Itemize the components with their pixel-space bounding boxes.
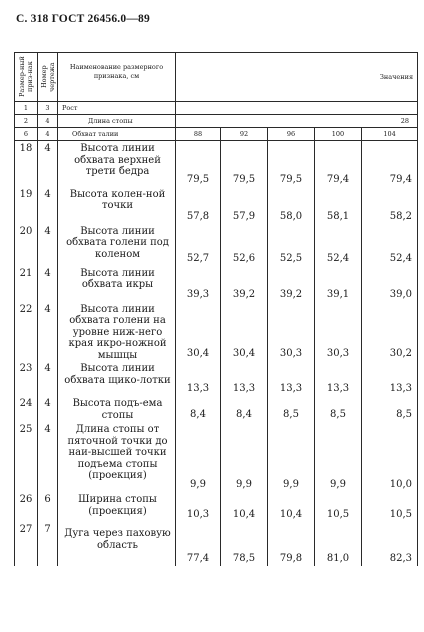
value-cell: 57,8 [176, 187, 221, 224]
figure-number: 4 [38, 361, 58, 396]
size-cell: 92 [221, 128, 268, 141]
row-number: 25 [15, 422, 38, 492]
value-cell: 79,4 [362, 141, 418, 187]
figure-number: 4 [38, 187, 58, 224]
table-row [15, 396, 418, 422]
value-cell: 9,9 [315, 422, 362, 492]
row-number: 23 [15, 361, 38, 396]
waist-row [15, 128, 418, 141]
value-cell: 78,5 [221, 522, 268, 566]
value-cell: 30,3 [268, 302, 315, 362]
col-header-figure-no: Номер чертежа [38, 53, 58, 102]
row-name: Длина стопы от пяточной точки до наи-высшей точки подъема стопы (проекция) [58, 422, 176, 492]
cell: Длина стопы [58, 115, 176, 128]
value-cell: 79,5 [176, 141, 221, 187]
value-cell: 8,5 [315, 396, 362, 422]
measurements-table [14, 52, 418, 566]
cell: 4 [38, 115, 58, 128]
value-cell: 10,0 [362, 422, 418, 492]
row-name: Дуга через паховую область [58, 522, 176, 566]
value-cell: 79,5 [268, 141, 315, 187]
cell: 2 [15, 115, 38, 128]
cell: Рост [58, 102, 176, 115]
row-name: Высота линии обхвата верхней трети бедра [58, 141, 176, 187]
row-number: 26 [15, 492, 38, 522]
figure-number: 4 [38, 141, 58, 187]
foot-length-row [15, 115, 418, 128]
value-cell: 8,4 [176, 396, 221, 422]
col-header-size-sign: Размер-ный приз-нак [15, 53, 38, 102]
value-cell: 52,5 [268, 224, 315, 266]
value-cell: 10,4 [268, 492, 315, 522]
value-cell: 39,3 [176, 266, 221, 302]
value-cell: 13,3 [176, 361, 221, 396]
figure-number: 4 [38, 224, 58, 266]
table-row [15, 266, 418, 302]
value-cell: 79,5 [221, 141, 268, 187]
page-header: С. 318 ГОСТ 26456.0—89 [16, 13, 150, 25]
value-cell: 39,2 [268, 266, 315, 302]
size-cell: 88 [176, 128, 221, 141]
figure-number: 4 [38, 396, 58, 422]
row-name: Высота линии обхвата икры [58, 266, 176, 302]
value-cell: 9,9 [176, 422, 221, 492]
cell: 28 [176, 115, 418, 128]
value-cell: 52,4 [315, 224, 362, 266]
header-row [15, 53, 418, 102]
value-cell: 57,9 [221, 187, 268, 224]
value-cell: 58,1 [315, 187, 362, 224]
table-row [15, 422, 418, 492]
value-cell: 10,5 [315, 492, 362, 522]
table-row [15, 187, 418, 224]
table-row [15, 224, 418, 266]
table-row [15, 522, 418, 566]
value-cell: 10,5 [362, 492, 418, 522]
value-cell: 39,0 [362, 266, 418, 302]
row-name: Высота колен-ной точки [58, 187, 176, 224]
table-row [15, 492, 418, 522]
value-cell: 58,0 [268, 187, 315, 224]
value-cell: 39,1 [315, 266, 362, 302]
cell-empty [176, 102, 418, 115]
value-cell: 9,9 [268, 422, 315, 492]
value-cell: 30,2 [362, 302, 418, 362]
value-cell: 10,3 [176, 492, 221, 522]
row-name: Высота линии обхвата голени на уровне ниж-него края икро-ножной мышцы [58, 302, 176, 362]
cell: 6 [15, 128, 38, 141]
value-cell: 9,9 [221, 422, 268, 492]
value-cell: 30,3 [315, 302, 362, 362]
value-cell: 52,7 [176, 224, 221, 266]
cell: 4 [38, 128, 58, 141]
figure-number: 4 [38, 266, 58, 302]
value-cell: 10,4 [221, 492, 268, 522]
value-cell: 8,5 [362, 396, 418, 422]
value-cell: 52,4 [362, 224, 418, 266]
row-name: Высота линии обхвата голени под коленом [58, 224, 176, 266]
figure-number: 6 [38, 492, 58, 522]
row-name: Ширина стопы (проекция) [58, 492, 176, 522]
value-cell: 58,2 [362, 187, 418, 224]
figure-number: 4 [38, 302, 58, 362]
value-cell: 77,4 [176, 522, 221, 566]
value-cell: 8,5 [268, 396, 315, 422]
cell: 3 [38, 102, 58, 115]
row-number: 24 [15, 396, 38, 422]
value-cell: 13,3 [362, 361, 418, 396]
size-cell: 100 [315, 128, 362, 141]
value-cell: 81,0 [315, 522, 362, 566]
value-cell: 30,4 [176, 302, 221, 362]
row-number: 18 [15, 141, 38, 187]
col-header-name: Наименование размерного признака, см [58, 53, 176, 102]
value-cell: 13,3 [315, 361, 362, 396]
value-cell: 79,4 [315, 141, 362, 187]
row-number: 27 [15, 522, 38, 566]
value-cell: 39,2 [221, 266, 268, 302]
col-header-values: Значения [176, 53, 418, 102]
table-row [15, 302, 418, 362]
row-number: 21 [15, 266, 38, 302]
value-cell: 8,4 [221, 396, 268, 422]
row-name: Высота подъ-ема стопы [58, 396, 176, 422]
figure-number: 7 [38, 522, 58, 566]
value-cell: 30,4 [221, 302, 268, 362]
figure-number: 4 [38, 422, 58, 492]
row-name: Высота линии обхвата щико-лотки [58, 361, 176, 396]
value-cell: 52,6 [221, 224, 268, 266]
numbering-row [15, 102, 418, 115]
row-number: 19 [15, 187, 38, 224]
cell: Обхват талии [58, 128, 176, 141]
value-cell: 79,8 [268, 522, 315, 566]
size-cell: 104 [362, 128, 418, 141]
value-cell: 13,3 [221, 361, 268, 396]
value-cell: 13,3 [268, 361, 315, 396]
row-number: 22 [15, 302, 38, 362]
size-cell: 96 [268, 128, 315, 141]
value-cell: 82,3 [362, 522, 418, 566]
table-row [15, 361, 418, 396]
cell: 1 [15, 102, 38, 115]
table-row [15, 141, 418, 187]
row-number: 20 [15, 224, 38, 266]
